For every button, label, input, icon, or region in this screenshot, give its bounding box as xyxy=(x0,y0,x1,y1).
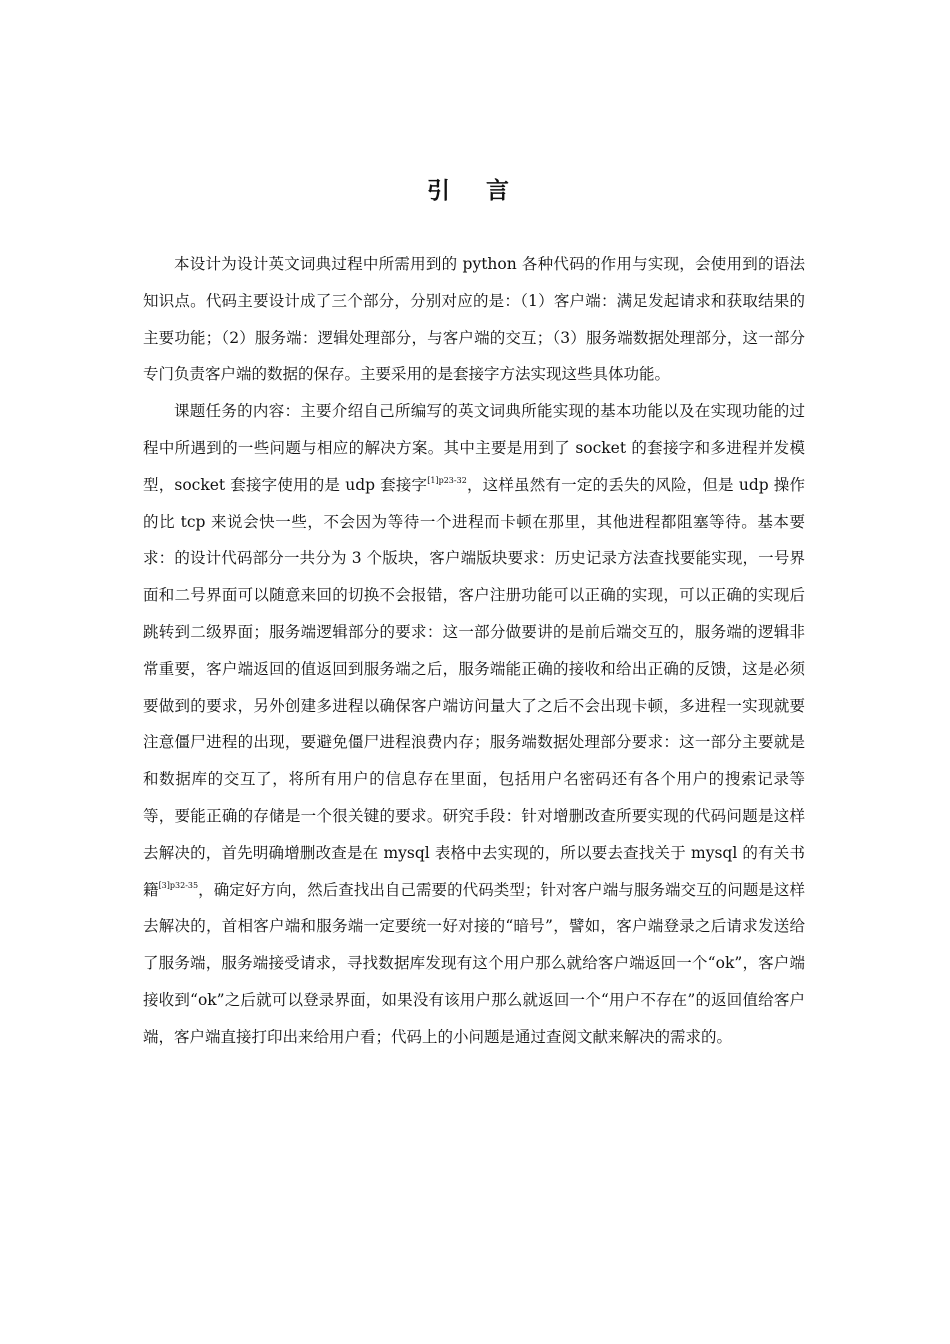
paragraph-text: 本设计为设计英文词典过程中所需用到的 python 各种代码的作用与实现，会使用到的语法知识点。代码主要设计成了三个部分，分别对应的是：（1）客户端：满足发起请求和获取结果的主要功能；（2）服务端：逻辑处理部分，与客户端的交互；（3）服务端数据处理部分，这一部分专门负责客户端的数据的保存。主要采用的是套接字方法实现这些具体功能。 xyxy=(143,255,805,384)
paragraph-task xyxy=(143,393,805,1055)
body-text xyxy=(143,246,805,1056)
paragraph-text: ，确定好方向，然后查找出自己需要的代码类型；针对客户端与服务端交互的问题是这样去解决的，首相客户端和服务端一定要统一好对接的“暗号”，譬如，客户端登录之后请求发送给了服务端，服务端接受请求，寻找数据库发现有这个用户那么就给客户端返回一个“ok”，客户端接收到“ok”之后就可以登录界面，如果没有该用户那么就返回一个“用户不存在”的返回值给客户端，客户端直接打印出来给用户看；代码上的小问题是通过查阅文献来解决的需求的。 xyxy=(143,880,805,1046)
citation-marker: [3]p32-35 xyxy=(158,880,199,890)
paragraph-text: ，这样虽然有一定的丢失的风险，但是 udp 操作的比 tcp 来说会快一些，不会因为等待一个进程而卡顿在那里，其他进程都阻塞等待。基本要求：的设计代码部分一共分为 3 个版块，客户端版块要求：历史记录方法查找要能实现，一号界面和二号界面可以随意来回的切换不会报错，客户注册功能可以正确的实现，可以正确的实现后跳转到二级界面；服务端逻辑部分的要求：这一部分做要讲的是前后端交互的，服务端的逻辑非常重要，客户端返回的值返回到服务端之后，服务端能正确的接收和给出正确的反馈，这是必须要做到的要求，另外创建多进程以确保客户端访问量大了之后不会出现卡顿，多进程一实现就要注意僵尸进程的出现，要避免僵尸进程浪费内存；服务端数据处理部分要求：这一部分主要就是和数据库的交互了，将所有用户的信息存在里面，包括用户名密码还有各个用户的搜索记录等等，要能正确的存储是一个很关键的要求。研究手段：针对增删改查所要实现的代码问题是这样去解决的，首先明确增删改查是在 mysql 表格中去实现的，所以要去查找关于 mysql 的有关书籍 xyxy=(143,475,806,899)
paragraph-intro xyxy=(143,246,805,393)
citation-marker: [1]p23-32 xyxy=(427,475,467,485)
page-title: 引 言 xyxy=(426,178,523,205)
paragraph-text: 课题任务的内容：主要介绍自己所编写的英文词典所能实现的基本功能以及在实现功能的过程中所遇到的一些问题与相应的解决方案。其中主要是用到了 socket 的套接字和多进程并发模型，socket 套接字使用的是 udp 套接字 xyxy=(143,402,805,494)
